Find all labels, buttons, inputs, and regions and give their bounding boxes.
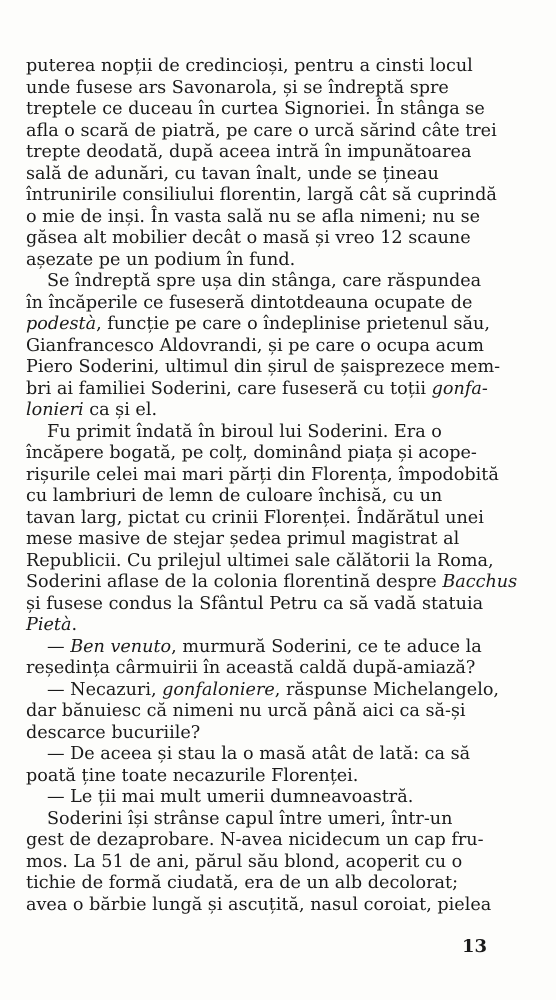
text-line: în încăperile ce fuseseră dintotdeauna ocupate de: [26, 292, 473, 313]
text-line: trepte deodată, după aceea intră în impunătoarea: [26, 142, 472, 162]
text-line: Soderini își strânse capul între umeri, într-un: [47, 808, 453, 829]
page-number: 13: [462, 936, 488, 957]
text-line: așezate pe un podium în fund.: [26, 249, 296, 270]
text-line: întrunirile consiliului florentin, largă cât să cuprindă: [26, 185, 497, 205]
paragraph: [26, 787, 526, 809]
text-line: unde fusese ars Savonarola, și se îndreptă spre: [26, 77, 449, 98]
text-line: — De aceea și stau la o masă atât de lată: ca să: [47, 744, 471, 764]
text-line: treptele ce duceau în curtea Signoriei. În stânga se: [26, 99, 485, 119]
text-line: avea o bărbie lungă și ascuțită, nasul coroiat, pielea: [26, 894, 492, 915]
text-line: Se îndreptă spre ușa din stânga, care răspundea: [47, 271, 482, 291]
text-line: puterea nopții de credincioși, pentru a cinsti locul: [26, 56, 473, 76]
text-line: încăpere bogată, pe colț, dominând piața și acope-: [26, 443, 477, 463]
paragraph: [26, 271, 526, 422]
paragraph: [26, 56, 526, 271]
paragraph: [26, 422, 526, 637]
text-line: sală de adunări, cu tavan înalt, unde se țineau: [26, 163, 439, 184]
text-line: Republicii. Cu prilejul ultimei sale călătorii la Roma,: [26, 550, 494, 571]
text-line: o mie de inși. În vasta sală nu se afla nimeni; nu se: [26, 206, 481, 227]
text-line: — Ben venuto, murmură Soderini, ce te aduce la: [47, 636, 482, 657]
paragraph: [26, 809, 526, 917]
text-line: tavan larg, pictat cu crinii Florenței. Îndărătul unei: [26, 507, 484, 528]
paragraph: [26, 680, 526, 745]
text-line: mos. La 51 de ani, părul său blond, acoperit cu o: [26, 851, 463, 872]
text-line: dar bănuiesc că nimeni nu urcă până aici ca să-și: [26, 701, 466, 721]
text-line: tichie de formă ciudată, era de un alb decolorat;: [26, 873, 459, 893]
text-line: găsea alt mobilier decât o masă și vreo 12 scaune: [26, 228, 471, 248]
text-line: gest de dezaprobare. N-avea nicidecum un cap fru-: [26, 830, 484, 850]
text-line: Fu primit îndată în biroul lui Soderini. Era o: [47, 421, 442, 442]
text-line: poată ține toate necazurile Florenței.: [26, 765, 359, 786]
text-line: lonieri ca și el.: [26, 400, 158, 420]
text-line: afla o scară de piatră, pe care o urcă sărind câte trei: [26, 120, 497, 141]
text-line: Piero Soderini, ultimul din șirul de șaisprezece mem-: [26, 357, 501, 377]
text-line: Gianfrancesco Aldovrandi, și pe care o ocupa acum: [26, 335, 484, 356]
page-body-text: [26, 56, 526, 916]
text-line: reședința cârmuirii în această caldă după-amiază?: [26, 658, 476, 678]
text-line: mese masive de stejar ședea primul magistrat al: [26, 529, 460, 549]
paragraph: [26, 637, 526, 680]
text-line: — Le ții mai mult umerii dumneavoastră.: [47, 787, 414, 807]
text-line: podestà, funcție pe care o îndeplinise prietenul său,: [26, 314, 490, 334]
paragraph: [26, 744, 526, 787]
text-line: rișurile celei mai mari părți din Florența, împodobită: [26, 464, 499, 485]
text-line: descarce bucuriile?: [26, 722, 201, 743]
text-line: cu lambriuri de lemn de culoare închisă, cu un: [26, 486, 443, 506]
text-line: și fusese condus la Sfântul Petru ca să vadă statuia: [26, 593, 484, 614]
text-line: — Necazuri, gonfaloniere, răspunse Michelangelo,: [47, 679, 500, 700]
text-line: Soderini aflase de la colonia florentină despre Bacchus: [26, 572, 518, 592]
text-line: Pietà.: [26, 615, 78, 635]
text-line: bri ai familiei Soderini, care fuseseră cu toții gonfa-: [26, 378, 488, 399]
